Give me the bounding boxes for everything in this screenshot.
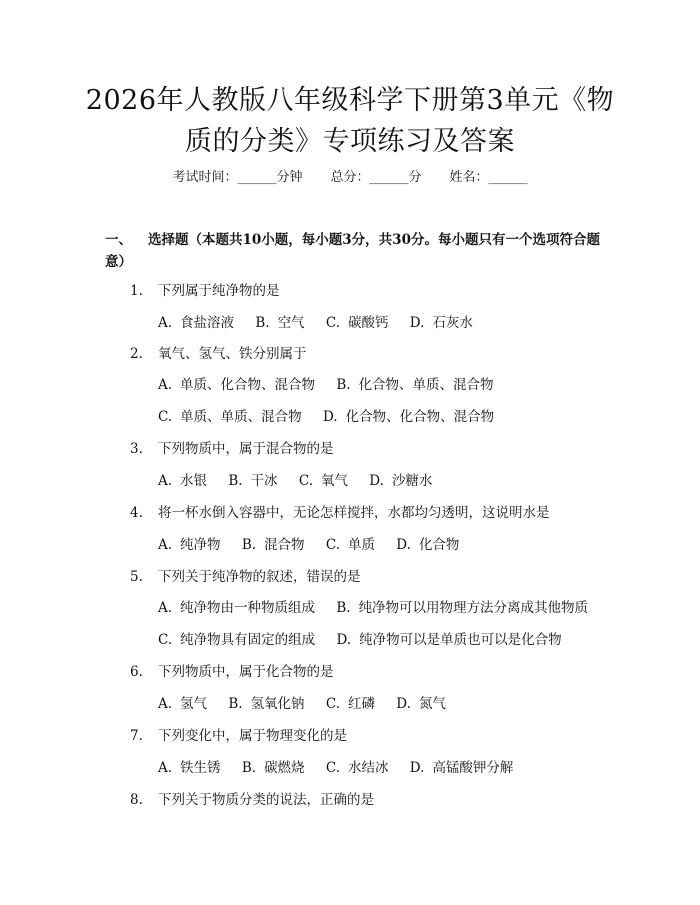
question-3 (130, 439, 334, 459)
question-text: 下列变化中，属于物理变化的是 (158, 728, 347, 744)
option-c: C. 红磷 (325, 696, 375, 712)
question-text: 下列关于纯净物的叙述，错误的是 (158, 569, 361, 585)
question-text: 下列关于物质分类的说法，正确的是 (158, 792, 374, 808)
options-row (158, 758, 530, 778)
question-8 (130, 790, 374, 810)
exam-time: 考试时间：______分钟 (172, 170, 303, 185)
options-row (158, 407, 511, 427)
question-text: 氧气、氢气、铁分别属于 (158, 346, 307, 362)
option-c: C. 纯净物具有固定的组成 (158, 632, 316, 648)
question-number: 1. (130, 283, 143, 299)
option-a: A. 氢气 (158, 696, 208, 712)
option-c: C. 水结冰 (325, 760, 389, 776)
option-c: C. 单质、单质、混合物 (158, 409, 302, 425)
question-2 (130, 344, 307, 364)
option-a: A. 铁生锈 (158, 760, 221, 776)
option-a: A. 纯净物由一种物质组成 (158, 600, 316, 616)
option-d: D. 化合物、化合物、混合物 (322, 409, 495, 425)
question-text: 下列物质中，属于混合物的是 (158, 441, 334, 457)
question-text: 下列物质中，属于化合物的是 (158, 664, 334, 680)
options-row (158, 598, 588, 618)
options-row (158, 630, 562, 650)
question-1 (130, 281, 280, 301)
title-line-1: 2026年人教版八年级科学下册第3单元《物 (85, 85, 615, 116)
page-title (60, 80, 640, 162)
option-b: B. 氢氧化钠 (228, 696, 305, 712)
question-number: 3. (130, 441, 143, 457)
section-text: 选择题（本题共10小题，每小题3分，共30分。每小题只有一个选项符合题意） (105, 232, 600, 270)
option-a: A. 食盐溶液 (158, 315, 235, 331)
option-a: A. 纯净物 (158, 537, 221, 553)
option-b: B. 空气 (255, 315, 305, 331)
option-d: D. 氮气 (396, 696, 446, 712)
question-text: 将一杯水倒入容器中，无论怎样搅拌，水都均匀透明，这说明水是 (158, 505, 550, 521)
option-b: B. 纯净物可以用物理方法分离成其他物质 (336, 600, 589, 616)
option-d: D. 石灰水 (409, 315, 473, 331)
option-d: D. 化合物 (396, 537, 460, 553)
section-number: 一、 (105, 232, 132, 248)
question-5 (130, 567, 361, 587)
option-c: C. 氧气 (298, 473, 348, 489)
student-name: 姓名：______ (449, 170, 528, 185)
question-number: 7. (130, 728, 143, 744)
options-row (158, 694, 463, 714)
question-text: 下列属于纯净物的是 (158, 283, 280, 299)
question-number: 2. (130, 346, 143, 362)
question-7 (130, 726, 347, 746)
option-c: C. 碳酸钙 (325, 315, 389, 331)
option-d: D. 高锰酸钾分解 (409, 760, 514, 776)
question-4 (130, 503, 550, 523)
option-b: B. 碳燃烧 (241, 760, 305, 776)
option-d: D. 沙糖水 (369, 473, 433, 489)
exam-meta (0, 169, 700, 187)
option-c: C. 单质 (325, 537, 375, 553)
options-row (158, 375, 511, 395)
options-row (158, 471, 449, 491)
question-number: 5. (130, 569, 143, 585)
question-number: 8. (130, 792, 143, 808)
question-6 (130, 662, 334, 682)
option-d: D. 纯净物可以是单质也可以是化合物 (336, 632, 562, 648)
question-number: 4. (130, 505, 143, 521)
option-a: A. 单质、化合物、混合物 (158, 377, 316, 393)
option-b: B. 化合物、单质、混合物 (336, 377, 494, 393)
option-a: A. 水银 (158, 473, 208, 489)
option-b: B. 干冰 (228, 473, 278, 489)
options-row (158, 535, 476, 555)
question-number: 6. (130, 664, 143, 680)
option-b: B. 混合物 (241, 537, 305, 553)
options-row (158, 313, 490, 333)
title-line-2: 质的分类》专项练习及答案 (185, 126, 515, 157)
total-score: 总分：______分 (330, 170, 422, 185)
section-heading (105, 229, 605, 273)
